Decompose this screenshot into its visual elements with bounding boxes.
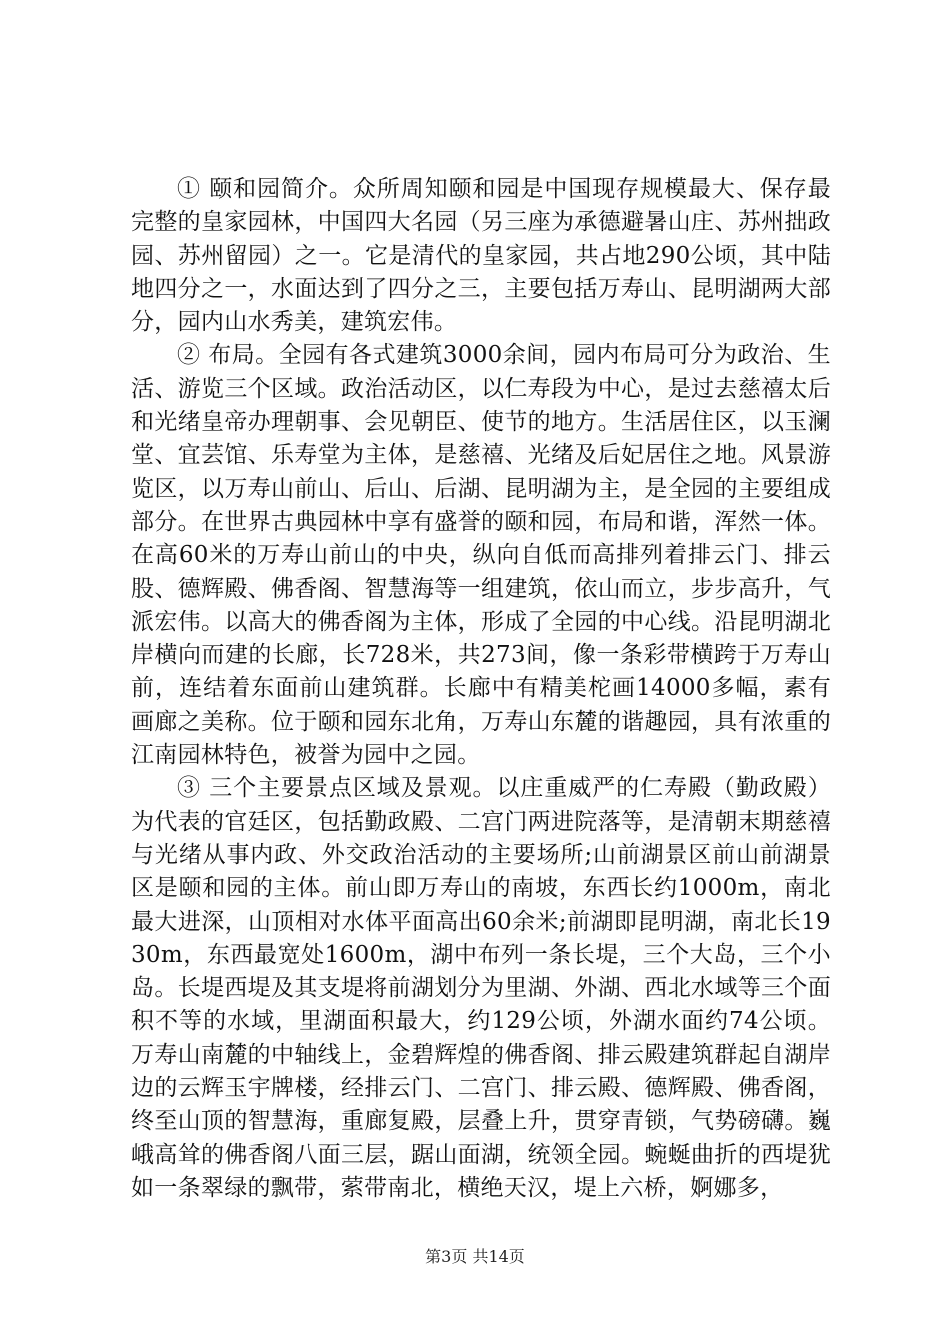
paragraph-layout: ② 布局。全园有各式建筑3000余间，园内布局可分为政治、生活、游览三个区域。政治活动区，以仁寿段为中心，是过去慈禧太后和光绪皇帝办理朝事、会见朝臣、使节的地方。生活居住区，以玉澜堂、宜芸馆、乐寿堂为主体，是慈禧、光绪及后妃居住之地。风景游览区，以万寿山前山、后山、后湖、昆明湖为主，是全园的主要组成部分。在世界古典园林中享有盛誉的颐和园，布局和谐，浑然一体。在高60米的万寿山前山的中央，纵向自低而高排列着排云门、排云股、德辉殿、佛香阁、智慧海等一组建筑，依山而立，步步高升，气派宏伟。以高大的佛香阁为主体，形成了全园的中心线。沿昆明湖北岸横向而建的长廊，长728米，共273间，像一条彩带横跨于万寿山前，连结着东面前山建筑群。长廊中有精美柁画14000多幅，素有画廊之美称。位于颐和园东北角，万寿山东麓的谐趣园，具有浓重的江南园林特色，被誉为园中之园。 [131, 342, 831, 769]
paragraph-scenic-areas: ③ 三个主要景点区域及景观。以庄重威严的仁寿殿（勤政殿）为代表的官廷区，包括勤政殿、二宫门两进院落等，是清朝末期慈禧与光绪从事内政、外交政治活动的主要场所;山前湖景区前山前湖景区是颐和园的主体。前山即万寿山的南坡，东西长约1000m，南北最大进深，山顶相对水体平面高出60余米;前湖即昆明湖，南北长1930m，东西最宽处1600m，湖中布列一条长堤，三个大岛，三个小岛。长堤西堤及其支堤将前湖划分为里湖、外湖、西北水域等三个面积不等的水域，里湖面积最大，约129公顷，外湖水面约74公顷。万寿山南麓的中轴线上，金碧辉煌的佛香阁、排云殿建筑群起自湖岸边的云辉玉宇牌楼，经排云门、二宫门、排云殿、德辉殿、佛香阁，终至山顶的智慧海，重廊复殿，层叠上升，贯穿青锁，气势磅礴。巍峨高耸的佛香阁八面三层，踞山面湖，统领全园。蜿蜒曲折的西堤犹如一条翠绿的飘带，萦带南北，横绝天汉，堤上六桥，婀娜多， [131, 775, 831, 1201]
document-body [131, 173, 831, 1205]
page-number-footer: 第3页 共14页 [425, 1247, 525, 1266]
paragraph-introduction: ① 颐和园简介。众所周知颐和园是中国现存规模最大、保存最完整的皇家园林，中国四大名园（另三座为承德避暑山庄、苏州拙政园、苏州留园）之一。它是清代的皇家园，共占地290公顷，其中陆地四分之一，水面达到了四分之三，主要包括万寿山、昆明湖两大部分，园内山水秀美，建筑宏伟。 [131, 176, 831, 336]
